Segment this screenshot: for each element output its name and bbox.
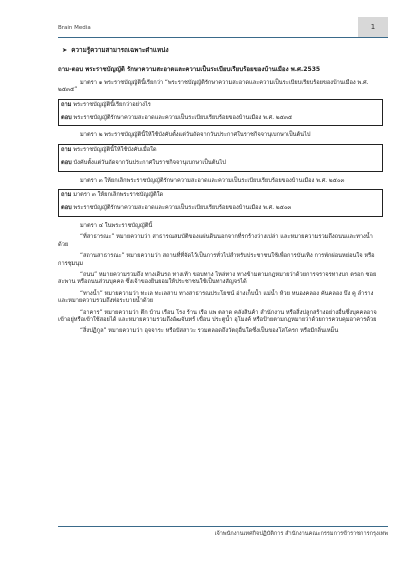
header-divider — [58, 37, 388, 38]
answer-text: พระราชบัญญัติรักษาความสะอาดและความเป็นระเบียบเรียบร้อยของบ้านเมือง พ.ศ. ๒๕๓๕ — [73, 115, 293, 122]
article-1: มาตรา ๑ พระราชบัญญัตินี้เรียกว่า “พระราชบัญญัติรักษาความสะอาดและความเป็นระเบียบเรียบร้อยของบ้านเมือง พ.ศ. ๒๕๓๕” — [58, 79, 369, 94]
qa-box-1-question — [61, 102, 380, 109]
footer-text: เจ้าพนักงานเทศกิจปฏิบัติการ สำนักงานคณะกรรมการข้าราชการกรุงเทพ — [214, 531, 388, 537]
article-4: มาตรา ๔ ในพระราชบัญญัตินี้ — [80, 222, 153, 229]
definition-waterway: “ทางน้ำ” หมายความว่า ทะเล ทะเลสาบ ทางสาธารณประโยชน์ อ่างเก็บน้ำ แม่น้ำ ห้วย หนองคลอง คันคลอง บึง คู ลำราง และหมายความรวมถึงท่อระบายน้ำด้วย — [58, 290, 374, 305]
article-2: มาตรา ๒ พระราชบัญญัตินี้ให้ใช้บังคับตั้งแต่วันถัดจากวันประกาศในราชกิจจานุเบกษาเป็นต้นไป — [80, 132, 311, 139]
question-text: พระราชบัญญัตินี้เรียกว่าอย่างไร — [73, 101, 151, 108]
answer-label: ตอบ — [61, 205, 72, 212]
definition-public-place: “ที่สาธารณะ” หมายความว่า สาธารณสมบัติของแผ่นดินนอกจากที่รกร้างว่างเปล่า และหมายความรวมถึงถนนและทางน้ำด้วย — [58, 234, 373, 248]
question-text: พระราชบัญญัตินี้ให้ใช้บังคับเมื่อใด — [73, 146, 157, 153]
answer-text: พระราชบัญญัติรักษาความสะอาดและความเป็นระเบียบเรียบร้อยของบ้านเมือง พ.ศ. ๒๕๐๓ — [73, 205, 292, 212]
definition-public-venue: “สถานสาธารณะ” หมายความว่า สถานที่ที่จัดไว้เป็นการทั่วไปสำหรับประชาชนใช้เพื่อการบันเทิง การพักผ่อนหย่อนใจ หรือการชุมนุม — [58, 253, 375, 267]
question-text: มาตรา ๓ ให้ยกเลิกพระราชบัญญัติใด — [73, 192, 164, 199]
page-number: 1 — [358, 17, 388, 37]
qa-box-2-question — [61, 147, 380, 154]
section-heading — [62, 47, 383, 54]
qa-box-3-answer — [61, 205, 380, 212]
question-label: ถาม — [61, 146, 72, 153]
answer-text: บังคับตั้งแต่วันถัดจากวันประกาศในราชกิจจานุเบกษาเป็นต้นไป — [73, 160, 226, 167]
definition-road: “ถนน” หมายความรวมถึง ทางเดินรถ ทางเท้า ขอบทาง ไหล่ทาง ทางข้ามตามกฎหมายว่าด้วยการจราจรทางบก ตรอก ซอย สะพาน หรือถนนส่วนบุคคล ซึ่งเจ้าของยินยอมให้ประชาชนใช้เป็นทางสัญจรได้ — [58, 271, 377, 286]
footer-divider — [58, 526, 388, 527]
qa-box-2 — [58, 144, 383, 172]
qa-box-3-question — [61, 192, 380, 199]
qa-box-1-answer — [61, 115, 380, 122]
question-label: ถาม — [61, 192, 72, 199]
question-label: ถาม — [61, 101, 72, 108]
section-title: ความรู้ความสามารถเฉพาะตำแหน่ง — [71, 47, 169, 54]
qa-title: ถาม-ตอบ พระราชบัญญัติ รักษาความสะอาดและความเป็นระเบียบเรียบร้อยของบ้านเมือง พ.ศ.2535 — [58, 66, 321, 74]
article-3: มาตรา ๓ ให้ยกเลิกพระราชบัญญัติรักษาความสะอาดและความเป็นระเบียบเรียบร้อยของบ้านเมือง พ.ศ. ๒๕๐๓ — [80, 177, 345, 184]
qa-box-3 — [58, 189, 383, 217]
definition-building: “อาคาร” หมายความว่า ตึก บ้าน เรือน โรง ร้าน เรือ แพ ตลาด คลังสินค้า สำนักงาน หรือสิ่งปลูกสร้างอย่างอื่นซึ่งบุคคลอาจเข้าอยู่หรือเข้าใช้สอยได้ และหมายความรวมถึงอัฒจันทร์ เขื่อน ประตูน้ำ อุโมงค์ หรือป้ายตามกฎหมายว่าด้วยการควบคุมอาคารด้วย — [58, 309, 377, 323]
definition-waste: “สิ่งปฏิกูล” หมายความว่า อุจจาระ หรือปัสสาวะ รวมตลอดถึงวัตถุอื่นใดซึ่งเป็นของโสโครก หรือมีกลิ่นเหม็น — [80, 328, 339, 335]
document-body — [58, 47, 383, 340]
answer-label: ตอบ — [61, 160, 72, 167]
answer-label: ตอบ — [61, 115, 72, 122]
arrow-bullet-icon: ➤ — [62, 47, 68, 54]
qa-box-1 — [58, 99, 383, 127]
qa-box-2-answer — [61, 160, 380, 167]
header-brand: Brain Media — [58, 25, 91, 31]
